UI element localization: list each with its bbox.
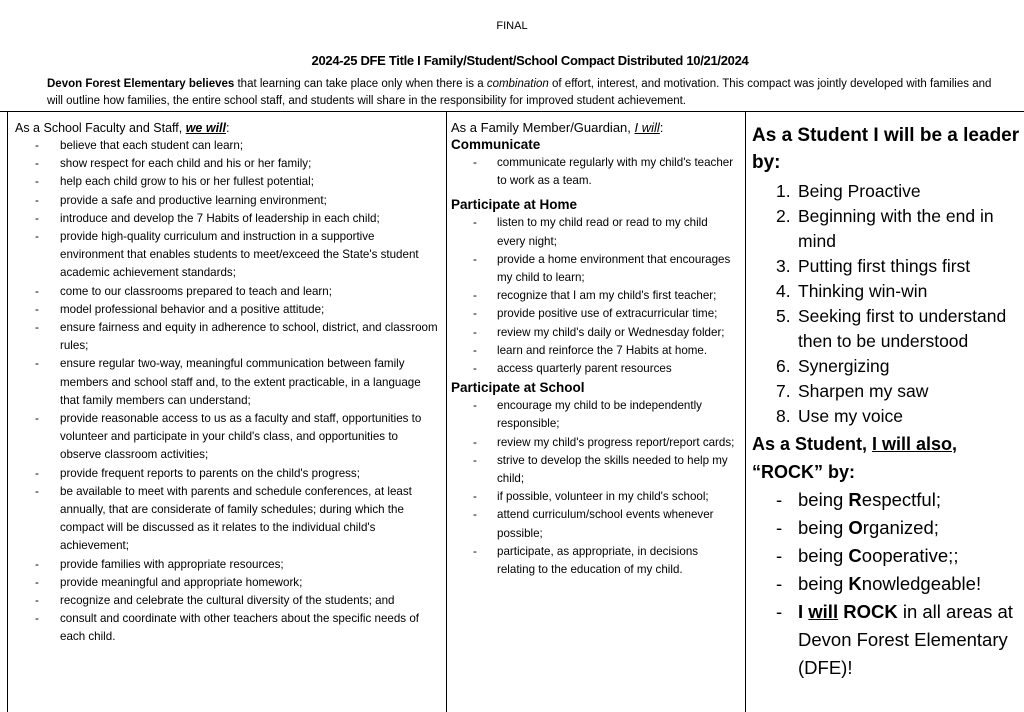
faculty-list bbox=[8, 137, 446, 647]
habit-text: Sharpen my saw bbox=[798, 381, 929, 401]
family-commitment: - communicate regularly with my child's teacher to work as a team. bbox=[447, 154, 745, 190]
habit-number: 6. bbox=[776, 356, 791, 376]
rock-item: - being Organized; bbox=[746, 514, 1024, 542]
school-heading: Participate at School bbox=[451, 380, 585, 396]
habit-item bbox=[746, 379, 1024, 404]
family-commitment: - participate, as appropriate, in decisions relating to the education of my child. bbox=[447, 543, 745, 579]
family-commitment: - encourage my child to be independently responsible; bbox=[447, 397, 745, 433]
faculty-commitment: - provide meaningful and appropriate homework; bbox=[8, 574, 446, 592]
faculty-commitment: - recognize and celebrate the cultural diversity of the students; and bbox=[8, 592, 446, 610]
rock-item: - being Knowledgeable! bbox=[746, 570, 1024, 598]
habit-item bbox=[746, 179, 1024, 204]
compact-table bbox=[0, 111, 1024, 712]
rock-list bbox=[746, 486, 1024, 682]
habit-number: 4. bbox=[776, 281, 791, 301]
habit-number: 2. bbox=[776, 206, 791, 226]
habit-item bbox=[746, 354, 1024, 379]
habit-text: Synergizing bbox=[798, 356, 890, 376]
family-commitment: - listen to my child read or read to my child every night; bbox=[447, 214, 745, 250]
habit-text: Seeking first to understand then to be understood bbox=[798, 306, 1007, 351]
faculty-column bbox=[7, 112, 447, 712]
habit-item bbox=[746, 404, 1024, 429]
student-column bbox=[746, 112, 1024, 712]
family-commitment: - learn and reinforce the 7 Habits at home. bbox=[447, 342, 745, 360]
family-commitment: - recognize that I am my child's first teacher; bbox=[447, 287, 745, 305]
intro-school-name: Devon Forest Elementary believes bbox=[47, 78, 235, 90]
family-heading: As a Family Member/Guardian, I will: bbox=[451, 120, 664, 135]
intro-italic: combination bbox=[486, 78, 549, 90]
faculty-commitment: - provide frequent reports to parents on the child's progress; bbox=[8, 465, 446, 483]
faculty-commitment: - believe that each student can learn; bbox=[8, 137, 446, 155]
faculty-commitment: - be available to meet with parents and schedule conferences, at least annually, that are considerate of family schedules; during which the compact will be discussed as it relates to the individual child's achievement; bbox=[8, 483, 446, 556]
rock-letter: O bbox=[848, 517, 863, 538]
communicate-heading: Communicate bbox=[451, 137, 541, 152]
student-leader-heading: As a Student I will be a leader by: bbox=[752, 125, 1020, 173]
school-list bbox=[447, 397, 745, 579]
family-commitment: - provide positive use of extracurricular time; bbox=[447, 305, 745, 323]
rock-letter: C bbox=[848, 545, 862, 566]
habit-number: 8. bbox=[776, 406, 791, 426]
habit-item bbox=[746, 254, 1024, 279]
faculty-commitment: - show respect for each child and his or her family; bbox=[8, 155, 446, 173]
family-commitment: - review my child's progress report/report cards; bbox=[447, 434, 745, 452]
family-commitment: - if possible, volunteer in my child's school; bbox=[447, 488, 745, 506]
student-rock-heading: As a Student, I will also, “ROCK” by: bbox=[752, 434, 958, 482]
faculty-heading: As a School Faculty and Staff, we will: bbox=[15, 121, 230, 135]
faculty-commitment: - help each child grow to his or her fullest potential; bbox=[8, 173, 446, 191]
faculty-commitment: - consult and coordinate with other teachers about the specific needs of each child. bbox=[8, 610, 446, 646]
faculty-commitment: - model professional behavior and a positive attitude; bbox=[8, 301, 446, 319]
intro-text: that learning can take place only when there is a bbox=[234, 78, 487, 90]
habit-item bbox=[746, 204, 1024, 254]
intro-text-rest: of effort, interest, and motivation. This compact was jointly developed with families and will outline how families, the entire school staff, and students will share in the responsibility for improved student achievement. bbox=[47, 78, 992, 107]
faculty-commitment: - provide reasonable access to us as a faculty and staff, opportunities to volunteer and participate in your child's class, and opportunities to observe classroom activities; bbox=[8, 410, 446, 465]
rock-letter: R bbox=[848, 489, 862, 510]
faculty-commitment: - ensure regular two-way, meaningful communication between family members and school staff and, to the extent practicable, in a language that family members can understand; bbox=[8, 355, 446, 410]
home-list bbox=[447, 214, 745, 378]
habit-text: Being Proactive bbox=[798, 181, 921, 201]
communicate-list bbox=[447, 154, 745, 190]
faculty-commitment: - provide high-quality curriculum and instruction in a supportive environment that enables students to meet/exceed the State's student academic achievement standards; bbox=[8, 228, 446, 283]
rock-item: - being Respectful; bbox=[746, 486, 1024, 514]
habit-text: Beginning with the end in mind bbox=[798, 206, 994, 251]
faculty-commitment: - ensure fairness and equity in adherence to school, district, and classroom rules; bbox=[8, 319, 446, 355]
habit-number: 7. bbox=[776, 381, 791, 401]
rock-letter: K bbox=[848, 573, 862, 594]
faculty-commitment: - provide families with appropriate resources; bbox=[8, 556, 446, 574]
home-heading: Participate at Home bbox=[451, 197, 578, 213]
habit-item bbox=[746, 304, 1024, 354]
habit-item bbox=[746, 279, 1024, 304]
family-commitment: - attend curriculum/school events whenever possible; bbox=[447, 506, 745, 542]
rock-item: - being Cooperative;; bbox=[746, 542, 1024, 570]
family-commitment: - review my child's daily or Wednesday folder; bbox=[447, 324, 745, 342]
habit-number: 3. bbox=[776, 256, 791, 276]
family-commitment: - provide a home environment that encourages my child to learn; bbox=[447, 251, 745, 287]
document-status: FINAL bbox=[496, 20, 528, 32]
habit-text: Thinking win-win bbox=[798, 281, 928, 301]
habits-list bbox=[746, 179, 1024, 429]
rock-statement: - I will ROCK in all areas at Devon Forest Elementary (DFE)! bbox=[746, 598, 1024, 682]
intro-paragraph bbox=[47, 76, 992, 110]
faculty-commitment: - come to our classrooms prepared to teach and learn; bbox=[8, 283, 446, 301]
family-column bbox=[447, 112, 746, 712]
habit-number: 5. bbox=[776, 306, 791, 326]
faculty-commitment: - introduce and develop the 7 Habits of leadership in each child; bbox=[8, 210, 446, 228]
habit-text: Use my voice bbox=[798, 406, 904, 426]
faculty-commitment: - provide a safe and productive learning environment; bbox=[8, 192, 446, 210]
document-title: 2024-25 DFE Title I Family/Student/School Compact Distributed 10/21/2024 bbox=[311, 53, 749, 68]
family-commitment: - strive to develop the skills needed to help my child; bbox=[447, 452, 745, 488]
family-commitment: - access quarterly parent resources bbox=[447, 360, 745, 378]
habit-text: Putting first things first bbox=[798, 256, 971, 276]
habit-number: 1. bbox=[776, 181, 791, 201]
